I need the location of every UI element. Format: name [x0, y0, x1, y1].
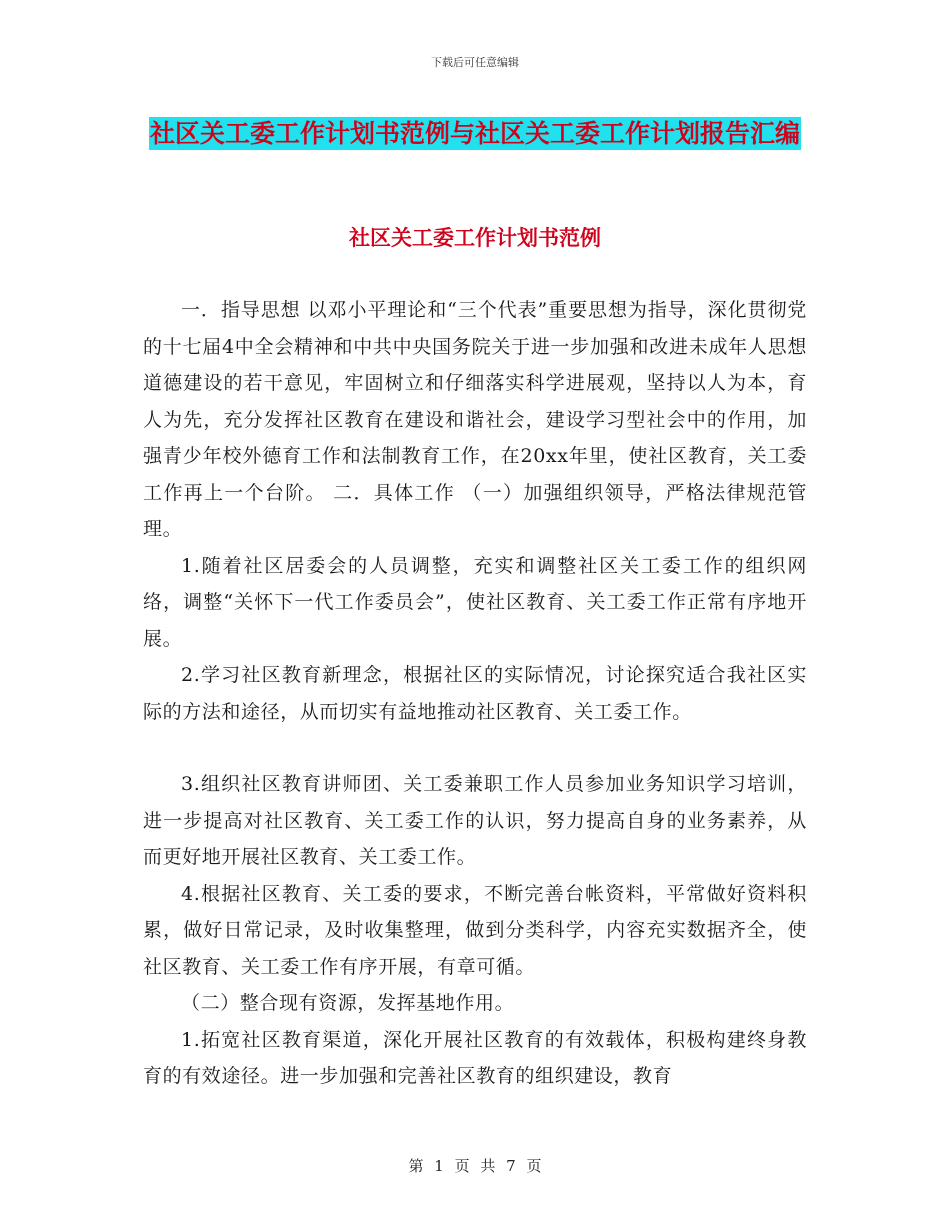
document-body — [143, 292, 807, 1095]
body-paragraph: 一．指导思想 以邓小平理论和“三个代表”重要思想为指导，深化贯彻党的十七届4中全会精神和中共中央国务院关于进一步加强和改进未成年人思想道德建设的若干意见，牢固树立和仔细落实科学进展观，坚持以人为本，育人为先，充分发挥社区教育在建设和谐社会，建设学习型社会中的作用，加强青少年校外德育工作和法制教育工作，在20xx年里，使社区教育，关工委工作再上一个台阶。 二．具体工作 （一）加强组织领导，严格法律规范管理。 — [143, 299, 807, 540]
body-paragraph: 3.组织社区教育讲师团、关工委兼职工作人员参加业务知识学习培训，进一步提高对社区教育、关工委工作的认识，努力提高自身的业务素养，从而更好地开展社区教育、关工委工作。 — [143, 773, 807, 868]
section-title: 社区关工委工作计划书范例 — [349, 226, 601, 250]
body-paragraph: 2.学习社区教育新理念，根据社区的实际情况，讨论探究适合我社区实际的方法和途径，从而切实有益地推动社区教育、关工委工作。 — [143, 664, 807, 723]
body-paragraph: 1.拓宽社区教育渠道，深化开展社区教育的有效载体，积极构建终身教育的有效途径。进一步加强和完善社区教育的组织建设，教育 — [143, 1028, 807, 1087]
document-title — [140, 112, 810, 155]
page-header-note: 下载后可任意编辑 — [431, 56, 519, 69]
page-number-footer: 第 1 页 共 7 页 — [408, 1157, 542, 1175]
body-paragraph: 4.根据社区教育、关工委的要求，不断完善台帐资料，平常做好资料积累，做好日常记录，及时收集整理，做到分类科学，内容充实数据齐全，使社区教育、关工委工作有序开展，有章可循。 — [143, 882, 807, 978]
document-title-text: 社区关工委工作计划书范例与社区关工委工作计划报告汇编 — [149, 119, 800, 148]
body-paragraph: （二）整合现有资源，发挥基地作用。 — [181, 992, 515, 1014]
body-paragraph: 1.随着社区居委会的人员调整，充实和调整社区关工委工作的组织网络，调整“关怀下一代工作委员会”，使社区教育、关工委工作正常有序地开展。 — [143, 554, 807, 650]
